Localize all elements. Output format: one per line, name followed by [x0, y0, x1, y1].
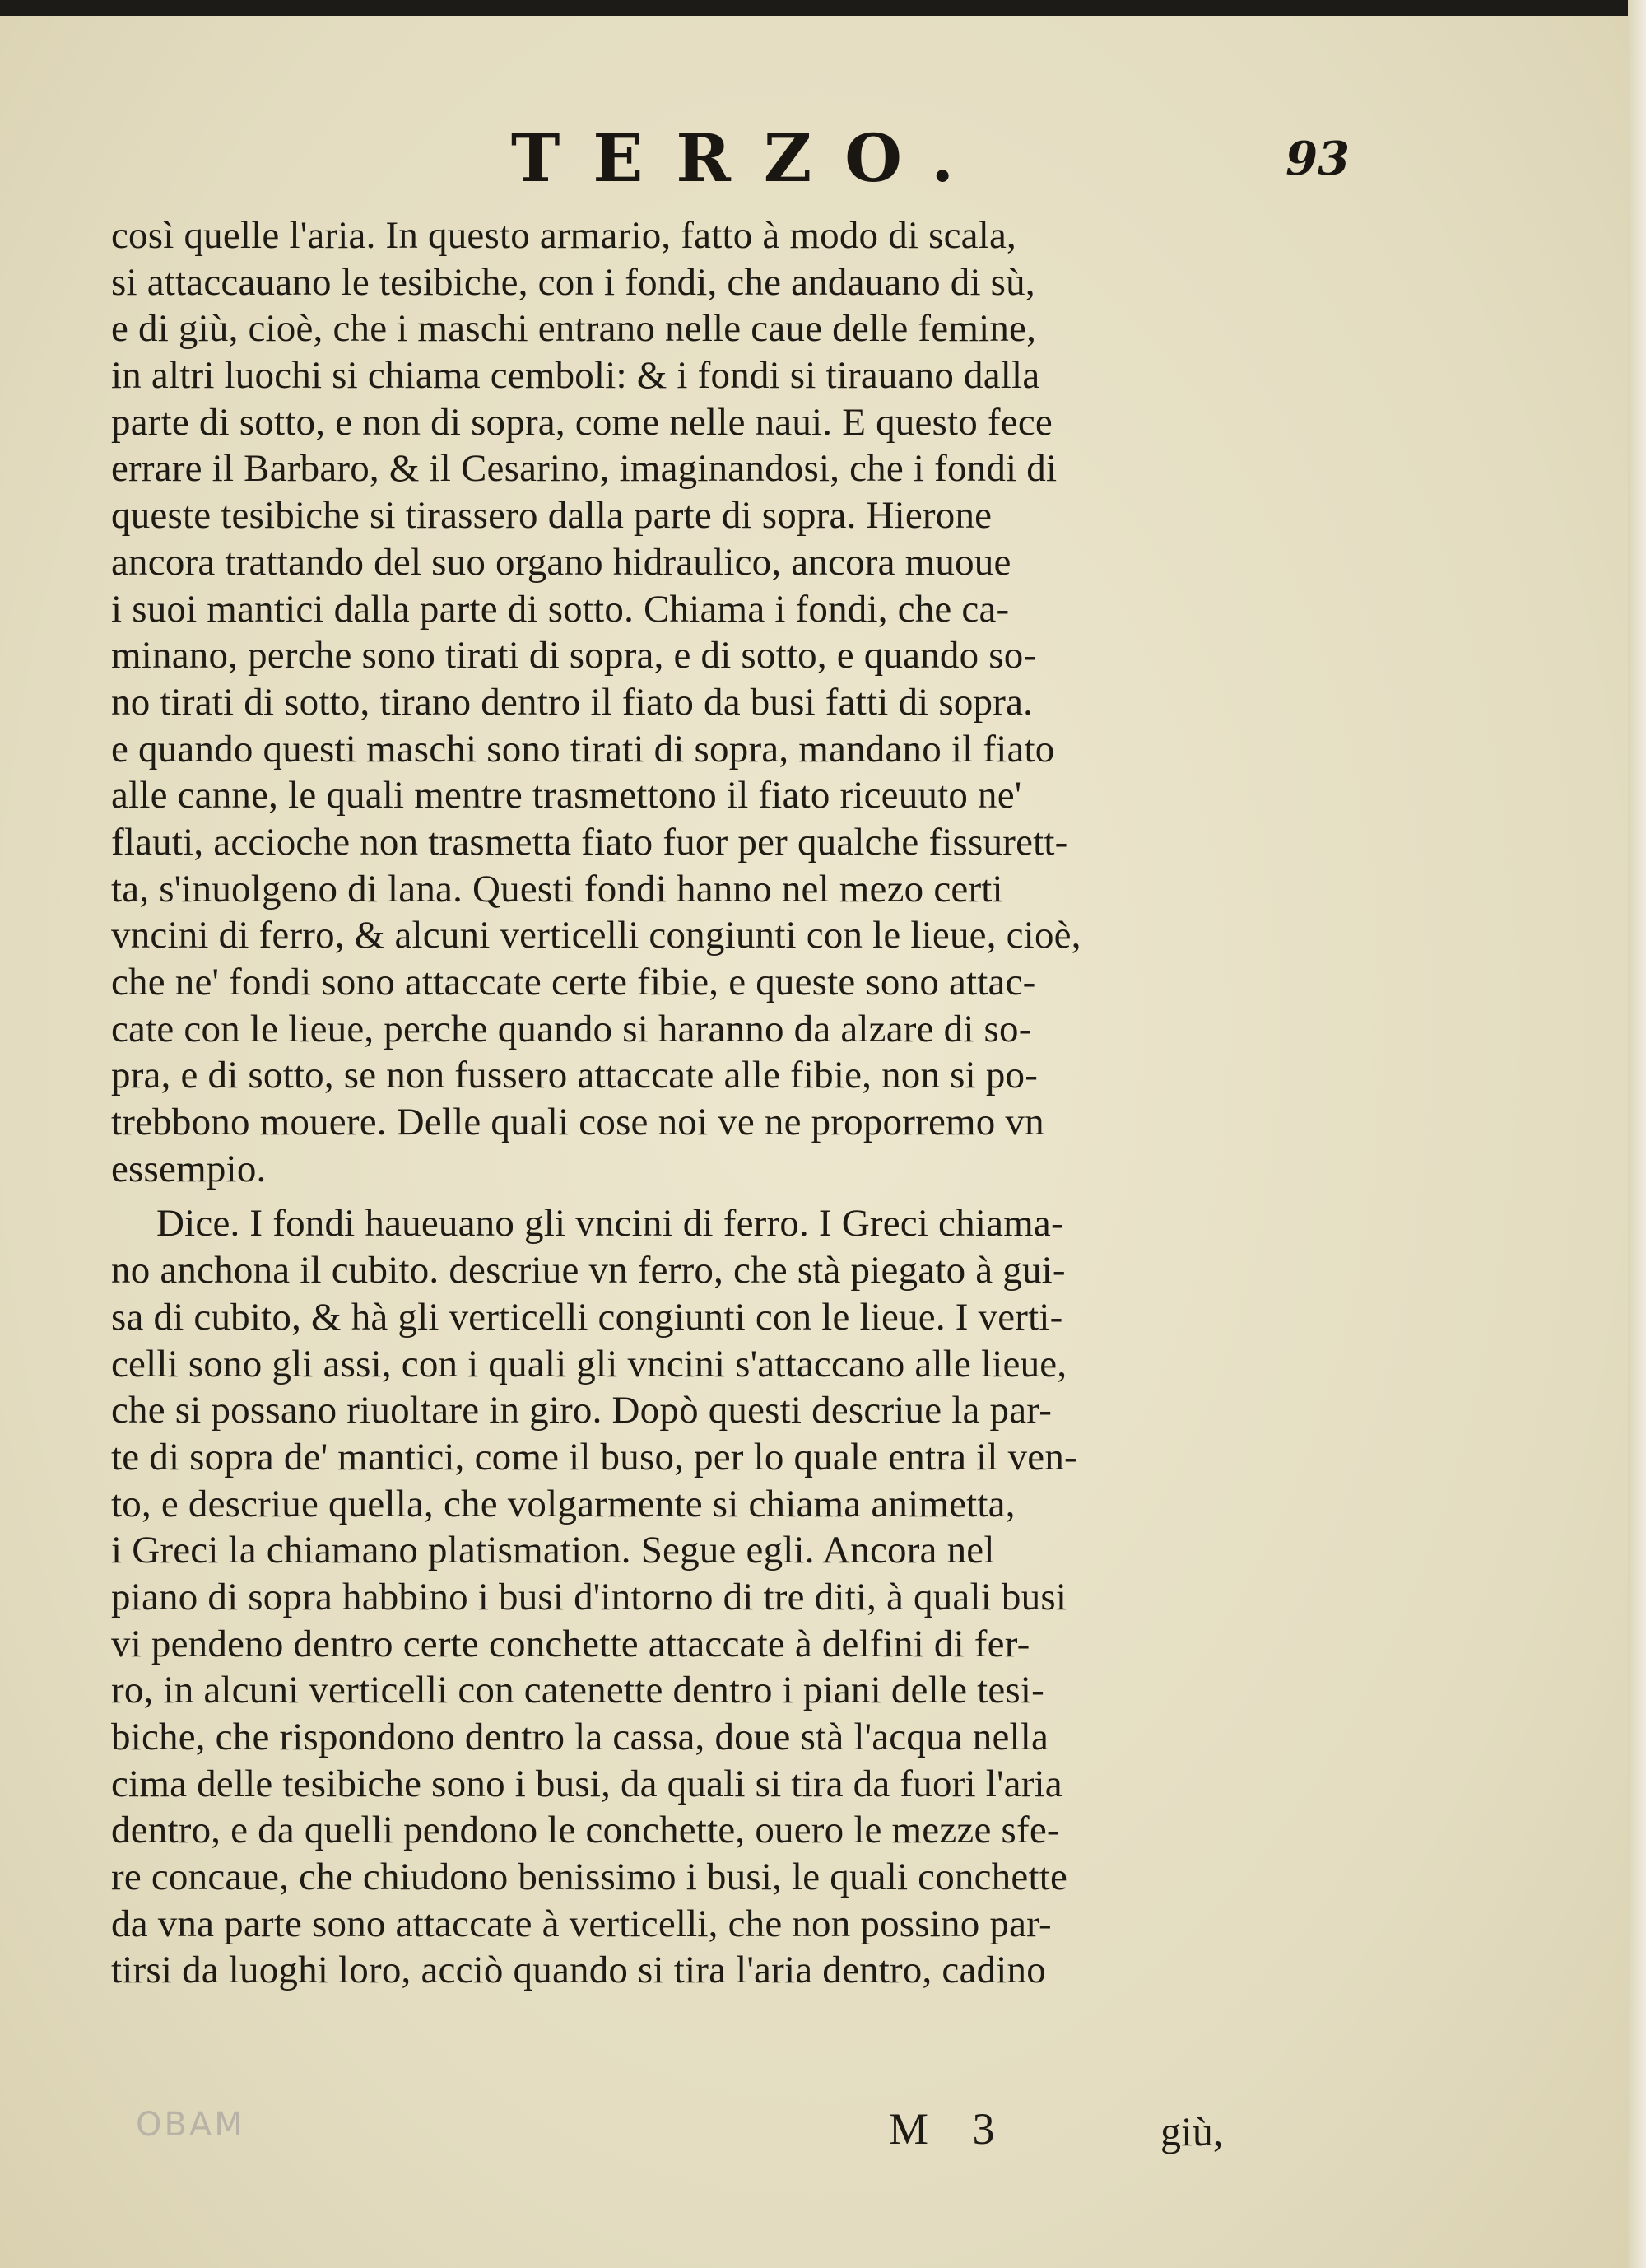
text-line: piano di sopra habbino i busi d'intorno di tre diti, à quali busi: [111, 1575, 1067, 1618]
text-line: celli sono gli assi, con i quali gli vncini s'attaccano alle lieue,: [111, 1342, 1067, 1385]
text-line: ta, s'inuolgeno di lana. Questi fondi hanno nel mezo certi: [111, 867, 1003, 910]
text-line: cima delle tesibiche sono i busi, da quali si tira da fuori l'aria: [111, 1762, 1062, 1805]
paragraph-2: [111, 1200, 1350, 1994]
text-line: flauti, accioche non trasmetta fiato fuor per qualche fissurett-: [111, 820, 1068, 864]
text-line: e quando questi maschi sono tirati di sopra, mandano il fiato: [111, 727, 1055, 771]
text-line: cate con le lieue, perche quando si haranno da alzare di so-: [111, 1007, 1032, 1050]
text-line: e di giù, cioè, che i maschi entrano nelle caue delle femine,: [111, 307, 1037, 351]
text-line: te di sopra de' mantici, come il buso, per lo quale entra il ven-: [111, 1435, 1077, 1479]
library-stamp: OBAM: [136, 2106, 245, 2144]
signature-mark: M 3: [889, 2104, 995, 2154]
text-line: da vna parte sono attaccate à verticelli, che non possino par-: [111, 1902, 1052, 1945]
text-line: biche, che rispondono dentro la cassa, doue stà l'acqua nella: [111, 1716, 1049, 1758]
running-head: TERZO.: [510, 119, 988, 197]
text-line: vncini di ferro, & alcuni verticelli congiunti con le lieue, cioè,: [111, 914, 1081, 957]
catchword: giù,: [1160, 2108, 1224, 2154]
text-line: Dice. I fondi haueuano gli vncini di ferro. I Greci chiama-: [156, 1202, 1064, 1246]
text-line: pra, e di sotto, se non fussero attaccate alle fibie, non si po-: [111, 1054, 1039, 1097]
text-line: minano, perche sono tirati di sopra, e di sotto, e quando so-: [111, 634, 1037, 678]
text-line: si attaccauano le tesibiche, con i fondi, che andauano di sù,: [111, 260, 1035, 304]
text-line: queste tesibiche si tirassero dalla parte di sopra. Hierone: [111, 494, 993, 538]
text-line: sa di cubito, & hà gli verticelli congiunti con le lieue. I verti-: [111, 1295, 1063, 1339]
page-number: 93: [1286, 132, 1350, 186]
text-line: vi pendeno dentro certe conchette attaccate à delfini di fer-: [111, 1622, 1030, 1665]
text-line: to, e descriue quella, che volgarmente si chiama animetta,: [111, 1482, 1016, 1525]
text-line: no anchona il cubito. descriue vn ferro, che stà piegato à gui-: [111, 1249, 1066, 1292]
text-line: così quelle l'aria. In questo armario, fatto à modo di scala,: [111, 214, 1016, 257]
book-page: [0, 16, 1628, 2268]
text-line: i Greci la chiamano platismation. Segue egli. Ancora nel: [111, 1529, 995, 1572]
text-line: ancora trattando del suo organo hidraulico, ancora muoue: [111, 540, 1011, 584]
paragraph-1: [111, 212, 1350, 1192]
text-line: che ne' fondi sono attaccate certe fibie, e queste sono attac-: [111, 961, 1036, 1004]
text-line: i suoi mantici dalla parte di sotto. Chiama i fondi, che ca-: [111, 587, 1010, 631]
scan-border-right: [1628, 0, 1646, 2268]
text-line: alle canne, le quali mentre trasmettono il fiato riceuuto ne': [111, 774, 1022, 817]
text-line: re concaue, che chiudono benissimo i busi, le quali conchette: [111, 1856, 1068, 1899]
text-line: trebbono mouere. Delle quali cose noi ve ne proporremo vn: [111, 1101, 1044, 1144]
scan-border-top: [0, 0, 1646, 16]
text-line: dentro, e da quelli pendono le conchette, ouero le mezze sfe-: [111, 1809, 1060, 1852]
text-line: no tirati di sotto, tirano dentro il fiato da busi fatti di sopra.: [111, 680, 1034, 724]
text-line: tirsi da luoghi loro, acciò quando si tira l'aria dentro, cadino: [111, 1949, 1046, 1992]
text-line: che si possano riuoltare in giro. Dopò questi descriue la par-: [111, 1389, 1053, 1432]
text-line: errare il Barbaro, & il Cesarino, imaginandosi, che i fondi di: [111, 447, 1058, 491]
text-line: in altri luochi si chiama cemboli: & i fondi si tirauano dalla: [111, 354, 1040, 398]
text-block: [111, 212, 1350, 1994]
text-line: ro, in alcuni verticelli con catenette dentro i piani delle tesi-: [111, 1669, 1045, 1712]
text-line: essempio.: [111, 1147, 267, 1190]
text-line: parte di sotto, e non di sopra, come nelle naui. E questo fece: [111, 400, 1053, 444]
